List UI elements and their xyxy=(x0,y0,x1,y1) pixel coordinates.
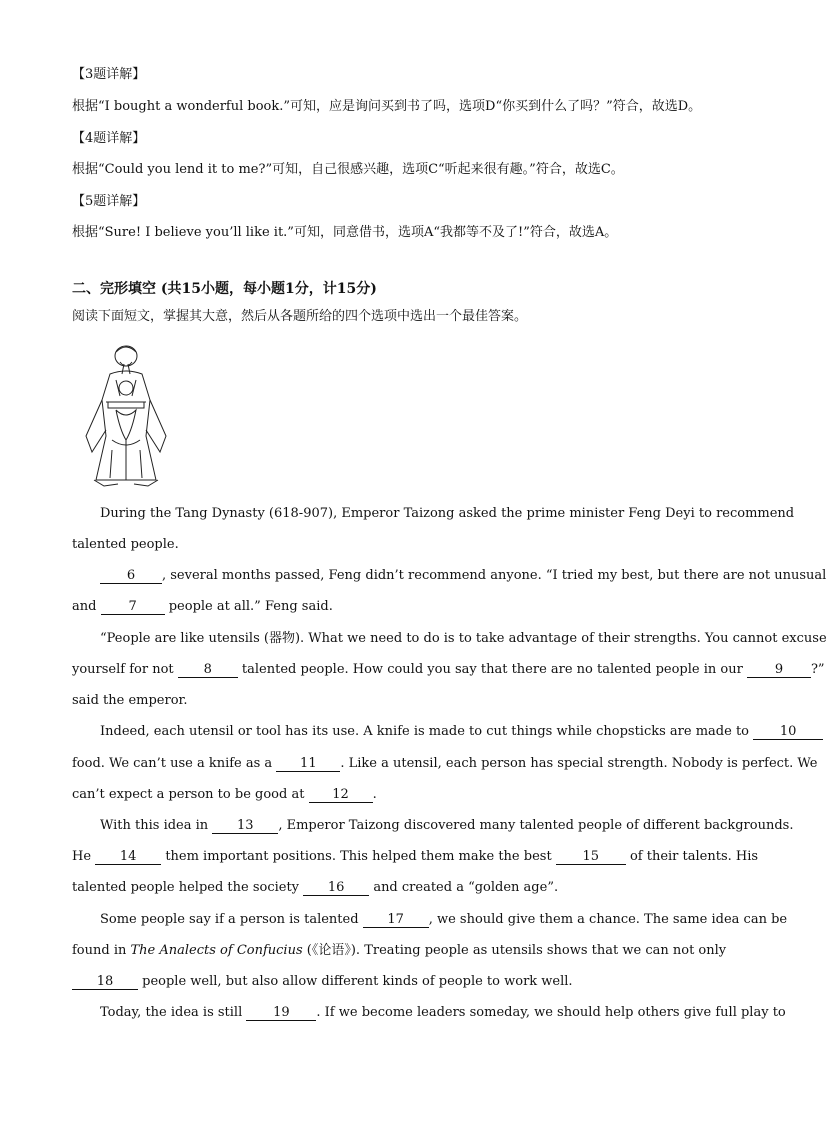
passage-text: people at all.” Feng said. xyxy=(168,599,333,614)
passage-text: During the Tang Dynasty (618-907), Emperor Taizong asked the prime minister Feng Deyi to recommend xyxy=(100,506,795,521)
answer-3-explanation: 根据“I bought a wonderful book.”可知，应是询问买到书了吗，选项D“你买到什么了吗？”符合，故选D。 xyxy=(72,99,702,114)
passage-text: ?” xyxy=(810,662,825,677)
answer-5-heading: 【5题详解】 xyxy=(72,194,146,209)
passage-line xyxy=(72,536,179,554)
passage-line xyxy=(72,755,817,773)
passage-text: . xyxy=(372,787,377,802)
passage-text: talented people. How could you say that there are no talented people in our xyxy=(241,662,743,677)
passage-line xyxy=(72,661,825,679)
passage-text: talented people helped the society xyxy=(72,880,300,895)
passage-line xyxy=(100,630,827,648)
passage-text: of their talents. His xyxy=(629,849,759,864)
section-instruction: 阅读下面短文，掌握其大意，然后从各题所给的四个选项中选出一个最佳答案。 xyxy=(72,309,528,324)
emperor-illustration xyxy=(72,340,180,488)
blank-13[interactable]: 13 xyxy=(212,819,278,834)
passage-line xyxy=(72,973,573,991)
passage-text: Today, the idea is still xyxy=(100,1005,243,1020)
passage-text: He xyxy=(72,849,92,864)
blank-7[interactable]: 7 xyxy=(101,600,165,615)
passage-text: , we should give them a chance. The same idea can be xyxy=(428,912,788,927)
passage-line xyxy=(72,786,377,804)
passage-line xyxy=(100,1004,786,1022)
answer-4-explanation: 根据“Could you lend it to me?”可知，自己很感兴趣，选项C“听起来很有趣。”符合，故选C。 xyxy=(72,162,624,177)
passage-text: , Emperor Taizong discovered many talented people of different backgrounds. xyxy=(278,818,794,833)
passage-text: people well, but also allow different kinds of people to work well. xyxy=(142,974,573,989)
passage-text: said the emperor. xyxy=(72,693,188,708)
blank-18[interactable]: 18 xyxy=(72,975,138,990)
blank-6[interactable]: 6 xyxy=(100,569,162,584)
blank-19[interactable]: 19 xyxy=(246,1006,316,1021)
passage-line xyxy=(72,879,558,897)
passage-line xyxy=(100,911,787,929)
passage-text: With this idea in xyxy=(100,818,209,833)
answer-4-heading: 【4题详解】 xyxy=(72,131,146,146)
passage-text: (《论语》). Treating people as utensils shows that we can not only xyxy=(306,943,727,958)
passage-text: . If we become leaders someday, we should help others give full play to xyxy=(316,1005,786,1020)
passage-line xyxy=(100,505,795,523)
passage-line xyxy=(72,942,726,960)
passage-line xyxy=(100,817,793,835)
answer-5-explanation: 根据“Sure! I believe you’ll like it.”可知，同意借书，选项A“我都等不及了!”符合，故选A。 xyxy=(72,225,618,240)
blank-10[interactable]: 10 xyxy=(753,725,823,740)
passage-text: Some people say if a person is talented xyxy=(100,912,359,927)
passage-text: . Like a utensil, each person has special strength. Nobody is perfect. We xyxy=(340,756,818,771)
passage-text: talented people. xyxy=(72,537,179,552)
book-title: The Analects of Confucius xyxy=(130,943,303,958)
passage-text: yourself for not xyxy=(72,662,174,677)
blank-14[interactable]: 14 xyxy=(95,850,161,865)
passage-line xyxy=(72,692,187,710)
passage-line xyxy=(100,723,823,741)
passage-line xyxy=(100,567,826,585)
answer-3-heading: 【3题详解】 xyxy=(72,67,146,82)
blank-11[interactable]: 11 xyxy=(276,757,340,772)
passage-text: Indeed, each utensil or tool has its use. A knife is made to cut things while chopsticks are made to xyxy=(100,724,749,739)
passage-text: and created a “golden age”. xyxy=(373,880,559,895)
blank-8[interactable]: 8 xyxy=(178,663,238,678)
blank-12[interactable]: 12 xyxy=(309,788,373,803)
blank-17[interactable]: 17 xyxy=(363,913,429,928)
passage-text: food. We can’t use a knife as a xyxy=(72,756,273,771)
passage-line xyxy=(72,598,333,616)
blank-9[interactable]: 9 xyxy=(747,663,811,678)
blank-15[interactable]: 15 xyxy=(556,850,626,865)
section-title: 二、完形填空 (共15小题，每小题1分，计15分) xyxy=(72,281,377,297)
passage-text: , several months passed, Feng didn’t recommend anyone. “I tried my best, but there are not unusual xyxy=(162,568,827,583)
passage-text: can’t expect a person to be good at xyxy=(72,787,305,802)
passage-text: and xyxy=(72,599,97,614)
passage-text: “People are like utensils (器物). What we need to do is to take advantage of their strengths. You cannot excuse xyxy=(100,631,827,646)
passage-line xyxy=(72,848,758,866)
passage-text: them important positions. This helped them make the best xyxy=(165,849,552,864)
blank-16[interactable]: 16 xyxy=(303,881,369,896)
passage-text: found in xyxy=(72,943,127,958)
